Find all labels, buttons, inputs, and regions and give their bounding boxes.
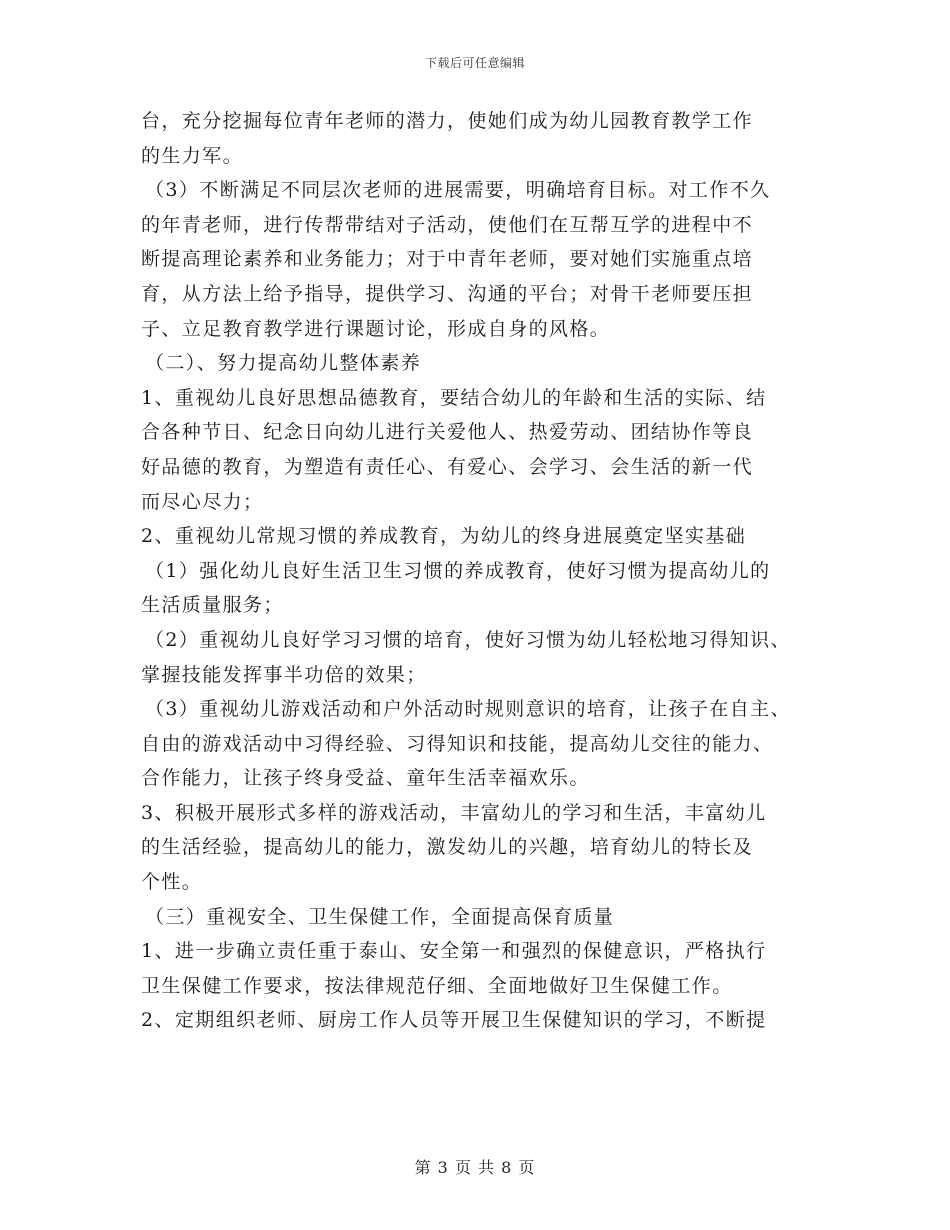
paragraph-line: 卫生保健工作要求，按法律规范仔细、全面地做好卫生保健工作。 bbox=[141, 974, 733, 997]
paragraph-line: 合作能力，让孩子终身受益、童年生活幸福欢乐。 bbox=[141, 767, 590, 790]
paragraph-line: 自由的游戏活动中习得经验、习得知识和技能，提高幼儿交往的能力、 bbox=[141, 732, 774, 755]
paragraph-line: 子、立足教育教学进行课题讨论，形成自身的风格。 bbox=[141, 317, 611, 340]
page-header: 下载后可任意编辑 bbox=[424, 56, 525, 70]
paragraph-line: 合各种节日、纪念日向幼儿进行关爱他人、热爱劳动、团结协作等良 bbox=[141, 421, 754, 444]
section-heading: （二）、努力提高幼儿整体素养 bbox=[145, 352, 422, 375]
paragraph-line: 生活质量服务； bbox=[141, 594, 284, 617]
paragraph-line: （3）重视幼儿游戏活动和户外活动时规则意识的培育，让孩子在自主、 bbox=[145, 698, 791, 721]
paragraph-line: （1）强化幼儿良好生活卫生习惯的养成教育，使好习惯为提高幼儿的 bbox=[145, 559, 771, 582]
paragraph-line: 2、定期组织老师、厨房工作人员等开展卫生保健知识的学习，不断提 bbox=[141, 1009, 767, 1032]
paragraph-line: 3、积极开展形式多样的游戏活动，丰富幼儿的学习和生活，丰富幼儿 bbox=[141, 801, 767, 824]
paragraph-line: （3）不断满足不同层次老师的进展需要，明确培育目标。对工作不久 bbox=[145, 179, 771, 202]
paragraph-line: 的年青老师，进行传帮带结对子活动，使他们在互帮互学的进程中不 bbox=[141, 213, 754, 236]
paragraph-line: 断提高理论素养和业务能力；对于中青年老师，要对她们实施重点培 bbox=[141, 248, 754, 271]
page-number-footer: 第 3 页 共 8 页 bbox=[414, 1158, 536, 1177]
paragraph-line: 的生力军。 bbox=[141, 144, 244, 167]
paragraph-line: 台，充分挖掘每位青年老师的潜力，使她们成为幼儿园教育教学工作 bbox=[141, 110, 754, 132]
paragraph-line: 1、重视幼儿良好思想品德教育，要结合幼儿的年龄和生活的实际、结 bbox=[141, 386, 767, 409]
paragraph-line: 1、进一步确立责任重于泰山、安全第一和强烈的保健意识，严格执行 bbox=[141, 940, 767, 963]
paragraph-line: （2）重视幼儿良好学习习惯的培育，使好习惯为幼儿轻松地习得知识、 bbox=[145, 628, 791, 651]
paragraph-line: 个性。 bbox=[141, 871, 203, 894]
section-heading: （三）重视安全、卫生保健工作，全面提高保育质量 bbox=[145, 905, 615, 928]
paragraph-line: 育，从方法上给予指导，提供学习、沟通的平台；对骨干老师要压担 bbox=[141, 282, 754, 305]
document-body bbox=[141, 104, 821, 1038]
paragraph-line: 好品德的教育，为塑造有责任心、有爱心、会学习、会生活的新一代 bbox=[141, 455, 754, 478]
paragraph-line: 2、重视幼儿常规习惯的养成教育，为幼儿的终身进展奠定坚实基础 bbox=[141, 525, 747, 548]
paragraph-line: 而尽心尽力； bbox=[141, 490, 264, 513]
paragraph-line: 掌握技能发挥事半功倍的效果； bbox=[141, 663, 427, 686]
paragraph-line: 的生活经验，提高幼儿的能力，激发幼儿的兴趣，培育幼儿的特长及 bbox=[141, 836, 754, 859]
